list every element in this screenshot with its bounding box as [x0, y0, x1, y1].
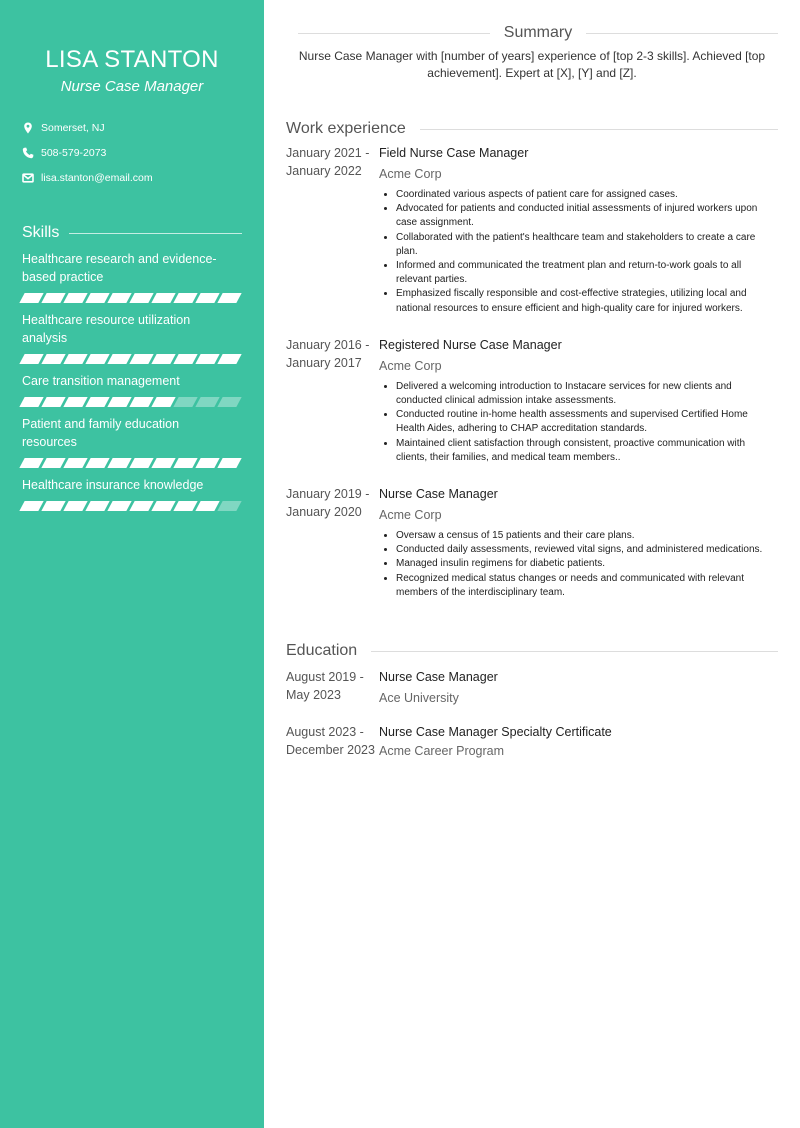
skill-level-segment-filled [217, 354, 241, 364]
skill-level-segment-empty [217, 501, 241, 511]
entry-bullets [379, 529, 778, 600]
skill-level-segment-filled [41, 293, 65, 303]
skill-level-segment-filled [151, 501, 175, 511]
entry-body [379, 485, 778, 600]
entry-start-date: January 2019 - [286, 487, 370, 502]
skill-name: Healthcare research and evidence-based practice [22, 252, 217, 284]
list-item: • Recognized medical status changes or needs and communicated with relevant members of the interdisciplinary team. [396, 572, 778, 600]
skill-level-segment-filled [41, 458, 65, 468]
skill-level-segment-filled [19, 397, 43, 407]
summary-divider-left [298, 33, 490, 34]
skill-level-segment-filled [129, 293, 153, 303]
skill-level-segment-filled [129, 458, 153, 468]
entry-organization: Acme Corp [379, 167, 442, 181]
skill-level-segment-filled [63, 397, 87, 407]
skills-heading [22, 224, 242, 242]
skill-level-segment-filled [107, 397, 131, 407]
candidate-name: LISA STANTON [45, 46, 219, 73]
skill-level-segment-filled [85, 501, 109, 511]
skill-level-segment-filled [107, 458, 131, 468]
sidebar [0, 0, 264, 1128]
education-heading-label: Education [286, 642, 358, 660]
skill-level-segment-empty [195, 397, 219, 407]
summary-text: Nurse Case Manager with [number of years] experience of [top 2-3 skills]. Achieved [top achievement]. Expert at [X], [Y] and [Z]. [298, 49, 766, 80]
skill-level-segment-filled [151, 458, 175, 468]
candidate-title: Nurse Case Manager [60, 78, 204, 95]
list-item: • Informed and communicated the treatment plan and return-to-work goals to all relevant parties. [396, 259, 778, 287]
skill-level-segment-filled [195, 354, 219, 364]
summary-section [286, 24, 778, 82]
contact-email-text[interactable]: lisa.stanton@email.com [41, 171, 153, 184]
skill-level-segment-filled [151, 397, 175, 407]
skills-heading-label: Skills [22, 224, 60, 241]
summary-heading-label: Summary [503, 24, 573, 41]
entry-body [379, 668, 778, 707]
skill-level-segment-filled [19, 501, 43, 511]
skill-level-segment-filled [63, 501, 87, 511]
education-heading [286, 642, 778, 660]
work-heading-label: Work experience [286, 120, 406, 137]
entry-dates [286, 723, 379, 760]
skill-level-segment-filled [129, 501, 153, 511]
skill-level-segment-filled [85, 397, 109, 407]
contact-email [22, 165, 242, 190]
skill-level-segment-filled [63, 354, 87, 364]
skill-name: Healthcare insurance knowledge [22, 478, 204, 492]
skill-level-segment-filled [151, 354, 175, 364]
skill-name: Healthcare resource utilization analysis [22, 313, 191, 345]
entry-dates [286, 485, 379, 600]
entry-start-date: August 2023 - [286, 725, 364, 740]
entry-body [379, 336, 778, 465]
skill-item [22, 372, 242, 407]
skill-level-bar [22, 354, 242, 364]
work-heading [286, 120, 778, 138]
contact-location-text: Somerset, NJ [41, 121, 105, 134]
phone-icon [22, 147, 34, 159]
skill-level-segment-filled [129, 397, 153, 407]
contact-phone [22, 140, 242, 165]
entry-degree: Nurse Case Manager Specialty Certificate [379, 725, 612, 740]
skills-list [22, 250, 242, 511]
work-heading-divider [420, 129, 778, 130]
skill-level-segment-filled [173, 501, 197, 511]
list-item: • Coordinated various aspects of patient care for assigned cases. [396, 188, 778, 202]
skill-level-segment-filled [195, 501, 219, 511]
skill-level-segment-filled [19, 458, 43, 468]
skill-level-bar [22, 293, 242, 303]
entry-institution: Acme Career Program [379, 744, 505, 759]
entry-organization: Acme Corp [379, 508, 442, 523]
list-item: • Delivered a welcoming introduction to Instacare services for new clients and conducted clinical admission intake assessments. [396, 380, 778, 408]
skill-level-segment-filled [129, 354, 153, 364]
work-entry [286, 144, 778, 316]
entry-body [379, 144, 778, 316]
list-item: • Advocated for patients and conducted initial assessments of injured workers upon case assignment. [396, 202, 778, 230]
skill-level-segment-filled [41, 397, 65, 407]
education-entry [286, 723, 778, 760]
skill-level-segment-filled [85, 458, 109, 468]
education-entry [286, 668, 778, 707]
summary-divider-right [586, 33, 778, 34]
entry-end-date: May 2023 [286, 688, 341, 703]
entry-start-date: August 2019 - [286, 670, 364, 685]
skill-level-bar [22, 501, 242, 511]
skill-level-segment-filled [19, 354, 43, 364]
skill-level-segment-filled [85, 293, 109, 303]
skill-name: Care transition management [22, 374, 180, 388]
skill-level-segment-filled [19, 293, 43, 303]
skill-level-segment-filled [173, 458, 197, 468]
main-content [286, 0, 778, 760]
skill-level-segment-filled [107, 293, 131, 303]
entry-end-date: January 2022 [286, 164, 362, 178]
list-item: • Conducted routine in-home health assessments and supervised Certified Home Health Aides, adhering to CHAP accreditation standards. [396, 408, 778, 436]
skill-level-segment-filled [173, 293, 197, 303]
skill-level-segment-filled [195, 293, 219, 303]
work-entry [286, 336, 778, 465]
list-item: • Emphasized fiscally responsible and cost-effective strategies, utilizing local and national resources to ensure efficient and high-quality care for injured workers. [396, 287, 778, 315]
skill-level-segment-empty [217, 397, 241, 407]
skill-level-segment-filled [195, 458, 219, 468]
skill-level-segment-empty [173, 397, 197, 407]
list-item: • Maintained client satisfaction through consistent, proactive communication with clients, their families, and medical team members.. [396, 437, 778, 465]
list-item: • Collaborated with the patient's healthcare team and stakeholders to create a care plan. [396, 231, 778, 259]
skill-level-segment-filled [107, 354, 131, 364]
entry-degree: Nurse Case Manager [379, 670, 498, 685]
location-pin-icon [22, 122, 34, 134]
entry-role: Field Nurse Case Manager [379, 146, 529, 160]
skill-item [22, 476, 242, 511]
skill-level-segment-filled [85, 354, 109, 364]
skill-level-segment-filled [63, 458, 87, 468]
skill-level-segment-filled [107, 501, 131, 511]
entry-bullets [379, 188, 778, 316]
skill-level-segment-filled [217, 458, 241, 468]
skill-item [22, 311, 242, 364]
skill-name: Patient and family education resources [22, 417, 180, 449]
entry-body [379, 723, 778, 760]
education-heading-divider [371, 651, 778, 652]
entry-role: Registered Nurse Case Manager [379, 337, 562, 352]
work-entry [286, 485, 778, 600]
skill-level-bar [22, 458, 242, 468]
skill-item [22, 250, 242, 303]
entry-start-date: January 2021 - [286, 146, 370, 160]
entry-role: Nurse Case Manager [379, 487, 498, 502]
list-item: • Oversaw a census of 15 patients and their care plans. [396, 529, 778, 543]
contact-list [22, 115, 242, 190]
entry-bullets [379, 380, 778, 465]
list-item: • Managed insulin regimens for diabetic patients. [396, 557, 778, 571]
education-section [286, 642, 778, 760]
skill-level-segment-filled [173, 354, 197, 364]
entry-start-date: January 2016 - [286, 337, 370, 352]
contact-location [22, 115, 242, 140]
skill-level-segment-filled [41, 354, 65, 364]
contact-phone-text: 508-579-2073 [41, 146, 107, 159]
entry-dates [286, 336, 379, 465]
list-item: • Conducted daily assessments, reviewed vital signs, and administered medications. [396, 543, 778, 557]
entry-dates [286, 144, 379, 316]
skill-level-segment-filled [63, 293, 87, 303]
skill-level-bar [22, 397, 242, 407]
entry-dates [286, 668, 379, 707]
skill-level-segment-filled [217, 293, 241, 303]
entry-end-date: January 2020 [286, 505, 362, 520]
entry-organization: Acme Corp [379, 358, 442, 373]
skill-item [22, 415, 242, 468]
entry-institution: Ace University [379, 691, 459, 706]
skill-level-segment-filled [151, 293, 175, 303]
entry-end-date: December 2023 [286, 743, 375, 758]
envelope-icon [22, 172, 34, 184]
skills-heading-divider [69, 233, 242, 234]
entry-end-date: January 2017 [286, 355, 362, 370]
summary-heading [286, 24, 778, 42]
work-section [286, 120, 778, 600]
skill-level-segment-filled [41, 501, 65, 511]
